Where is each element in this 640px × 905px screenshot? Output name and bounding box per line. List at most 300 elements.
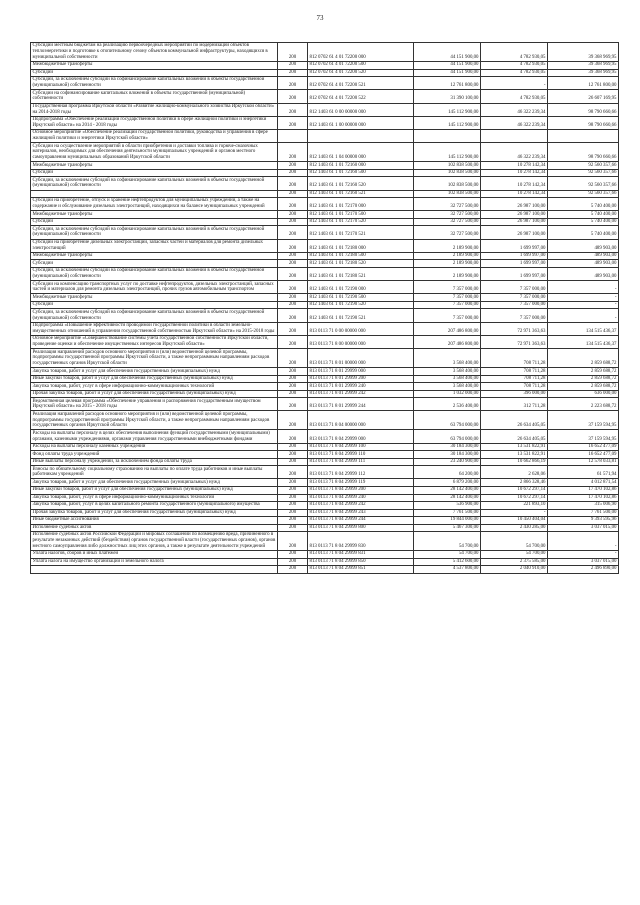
unexecuted-amount-cell: 5 740 400,00 [548, 211, 619, 219]
approved-amount-cell: 44 151 900,00 [414, 69, 481, 77]
executed-amount-cell: 54 700,00 [481, 551, 548, 559]
table-row [31, 130, 619, 143]
row-name-cell: Межбюджетные трансферты [31, 294, 278, 302]
approved-amount-cell: 28 142 400,00 [414, 486, 481, 494]
budget-classification-code-cell: 813 0113 71 8 04 00000 000 [308, 411, 414, 430]
table-row [31, 502, 619, 510]
table-row [31, 532, 619, 551]
row-code-cell: 200 [278, 517, 308, 525]
row-name-cell: Субсидии на софинансирование капитальных вложений в объекты государственной (муниципальной) собственности [31, 90, 278, 103]
row-name-cell: Субсидии на компенсацию транспортных услуг по доставке нефтепродуктов, дизельных электростанций, запасных частей и материалов для ремонта дизельных электростанций, прочих грузов автомобильным транспортом [31, 281, 278, 294]
budget-classification-code-cell: 812 0702 61 4 01 72200 521 [308, 77, 414, 90]
budget-classification-code-cell: 812 1403 61 1 01 72160 520 [308, 177, 414, 190]
budget-classification-code-cell: 812 1403 61 1 01 72170 500 [308, 211, 414, 219]
row-code-cell: 200 [278, 486, 308, 494]
approved-amount-cell: 1 032 000,00 [414, 390, 481, 398]
executed-amount-cell: 54 700,00 [481, 532, 548, 551]
row-code-cell: 200 [278, 375, 308, 383]
row-name-cell [31, 190, 278, 198]
row-name-cell: Закупка товаров, работ, услуг в целях капитального ремонта государственного (муниципального) имущества [31, 502, 278, 510]
table-row [31, 390, 619, 398]
executed-amount-cell: 26 634 405,05 [481, 430, 548, 443]
unexecuted-amount-cell: 39 368 969,95 [548, 69, 619, 77]
row-code-cell: 200 [278, 218, 308, 226]
row-code-cell: 200 [278, 466, 308, 479]
row-code-cell: 200 [278, 430, 308, 443]
unexecuted-amount-cell: 4 012 871,54 [548, 479, 619, 487]
table-row [31, 90, 619, 103]
row-name-cell: Межбюджетные трансферты [31, 252, 278, 260]
executed-amount-cell: 26 987 100,00 [481, 218, 548, 226]
unexecuted-amount-cell: 98 790 660,66 [548, 116, 619, 129]
row-code-cell: 200 [278, 383, 308, 391]
unexecuted-amount-cell: 2 859 688,72 [548, 368, 619, 376]
executed-amount-cell: 46 322 239,34 [481, 103, 548, 116]
unexecuted-amount-cell: 2 859 688,72 [548, 349, 619, 368]
approved-amount-cell: 32 727 500,00 [414, 218, 481, 226]
unexecuted-amount-cell: 16 652 477,09 [548, 443, 619, 451]
unexecuted-amount-cell: - [548, 532, 619, 551]
approved-amount-cell: 5 412 600,00 [414, 558, 481, 566]
row-name-cell: Субсидии [31, 69, 278, 77]
row-name-cell: Расходы на выплаты персоналу казенных учреждений [31, 443, 278, 451]
executed-amount-cell: 2 375 585,00 [481, 558, 548, 566]
approved-amount-cell: 3 568 400,00 [414, 375, 481, 383]
table-row [31, 267, 619, 280]
executed-amount-cell: 46 322 239,34 [481, 143, 548, 162]
unexecuted-amount-cell: 16 652 477,09 [548, 451, 619, 459]
unexecuted-amount-cell: 9 393 595,96 [548, 517, 619, 525]
table-row [31, 375, 619, 383]
unexecuted-amount-cell: 3 037 015,00 [548, 558, 619, 566]
row-name-cell: Субсидии на приобретение, отпуск и хранение нефтепродуктов для муниципальных учреждений, а также на содержание и обслуживание дизельных электростанций, находящихся на балансе муниципальных учреждений [31, 198, 278, 211]
row-code-cell: 200 [278, 294, 308, 302]
row-name-cell: Уплата налогов, сборов и иных платежей [31, 551, 278, 559]
row-name-cell: Субсидии на осуществление мероприятий в области приобретения и доставки топлива и горюче-смазочных материалов, необходимых для обеспечения деятельности муниципальных учреждений и органов местного самоуправления муниципальных образований Иркутской области [31, 143, 278, 162]
table-row [31, 190, 619, 198]
approved-amount-cell: 44 151 900,00 [414, 61, 481, 69]
row-name-cell: Расходы на выплаты персоналу в целях обеспечения выполнения функций государственными (муниципальными) органами, казенными учреждениями, органами управления государственными внебюджетными фондами [31, 430, 278, 443]
executed-amount-cell: 2 430 285,00 [481, 524, 548, 532]
unexecuted-amount-cell: 5 740 400,00 [548, 218, 619, 226]
approved-amount-cell: 3 568 400,00 [414, 349, 481, 368]
executed-amount-cell: 26 987 100,00 [481, 211, 548, 219]
row-code-cell: 200 [278, 494, 308, 502]
unexecuted-amount-cell: 2 223 688,72 [548, 398, 619, 411]
row-name-cell: Субсидии местным бюджетам на реализацию первоочередных мероприятий по модернизации объектов теплоэнергетики и подготовке к отопительному сезону объектов коммунальной инфраструктуры, находящихся в муниципальной собственности [31, 43, 278, 62]
approved-amount-cell: 44 151 900,00 [414, 43, 481, 62]
budget-classification-code-cell: 813 0113 71 8 04 29999 100 [308, 443, 414, 451]
budget-classification-code-cell: 813 0113 71 8 01 29999 240 [308, 383, 414, 391]
approved-amount-cell: 54 700,00 [414, 551, 481, 559]
approved-amount-cell: 102 838 500,00 [414, 162, 481, 170]
table-row [31, 466, 619, 479]
row-name-cell: Иные закупки товаров, работ и услуг для обеспечения государственных (муниципальных) нужд [31, 486, 278, 494]
executed-amount-cell: 708 711,28 [481, 349, 548, 368]
budget-classification-code-cell: 813 0113 71 0 00 00000 000 [308, 322, 414, 335]
table-row [31, 383, 619, 391]
row-code-cell: 200 [278, 143, 308, 162]
table-row [31, 430, 619, 443]
executed-amount-cell: 1 699 997,00 [481, 260, 548, 268]
row-code-cell: 200 [278, 177, 308, 190]
budget-classification-code-cell: 812 1403 61 1 01 72190 500 [308, 294, 414, 302]
approved-amount-cell: 2 189 900,00 [414, 267, 481, 280]
unexecuted-amount-cell: 17 470 102,86 [548, 486, 619, 494]
table-row [31, 509, 619, 517]
executed-amount-cell: 1 699 997,00 [481, 252, 548, 260]
approved-amount-cell: 7 357 000,00 [414, 309, 481, 322]
executed-amount-cell: 1 699 997,00 [481, 239, 548, 252]
row-name-cell: Фонд оплаты труда учреждений [31, 451, 278, 459]
approved-amount-cell: 28 142 400,00 [414, 494, 481, 502]
executed-amount-cell: 708 711,28 [481, 368, 548, 376]
unexecuted-amount-cell [548, 130, 619, 143]
row-code-cell: 200 [278, 61, 308, 69]
unexecuted-amount-cell: - [548, 551, 619, 559]
executed-amount-cell: 708 711,28 [481, 383, 548, 391]
table-row [31, 239, 619, 252]
executed-amount-cell: 10 662 866,19 [481, 458, 548, 466]
row-code-cell: 200 [278, 458, 308, 466]
unexecuted-amount-cell: 39 368 969,95 [548, 43, 619, 62]
budget-classification-code-cell: 813 0113 71 8 04 29999 850 [308, 558, 414, 566]
executed-amount-cell: 7 357 000,00 [481, 301, 548, 309]
table-row [31, 335, 619, 348]
table-row [31, 398, 619, 411]
executed-amount-cell: 396 000,00 [481, 390, 548, 398]
row-code-cell: 200 [278, 252, 308, 260]
table-row [31, 252, 619, 260]
row-name-cell: Субсидии, за исключением субсидий на софинансирование капитальных вложений в объекты государственной (муниципальной) собственности [31, 177, 278, 190]
row-code-cell: 200 [278, 260, 308, 268]
approved-amount-cell: 4 537 800,00 [414, 566, 481, 574]
executed-amount-cell: 4 782 930,05 [481, 69, 548, 77]
row-code-cell: 200 [278, 43, 308, 62]
row-name-cell: Реализация направлений расходов основного мероприятия и (или) ведомственной целевой программы, подпрограммы государственной программы Иркутской области, а также непрограммным направлениям расходов государственных органов Иркутской области [31, 349, 278, 368]
row-code-cell: 200 [278, 239, 308, 252]
budget-classification-code-cell: 812 1403 61 1 01 72180 520 [308, 260, 414, 268]
approved-amount-cell: 30 184 300,00 [414, 443, 481, 451]
budget-classification-code-cell: 813 0113 71 8 04 29999 240 [308, 494, 414, 502]
row-code-cell: 200 [278, 162, 308, 170]
row-name-cell: Субсидии [31, 169, 278, 177]
budget-classification-code-cell: 812 1403 61 1 01 72160 500 [308, 169, 414, 177]
table-row [31, 61, 619, 69]
table-row [31, 524, 619, 532]
unexecuted-amount-cell: 92 560 357,66 [548, 169, 619, 177]
row-code-cell: 200 [278, 198, 308, 211]
approved-amount-cell: 145 112 900,00 [414, 103, 481, 116]
budget-classification-code-cell: 813 0113 71 8 04 29999 830 [308, 532, 414, 551]
executed-amount-cell: 10 672 297,14 [481, 486, 548, 494]
executed-amount-cell: 26 987 100,00 [481, 226, 548, 239]
table-row [31, 368, 619, 376]
unexecuted-amount-cell: - [548, 294, 619, 302]
approved-amount-cell: 2 189 900,00 [414, 252, 481, 260]
table-row [31, 486, 619, 494]
row-code-cell: 200 [278, 281, 308, 294]
row-name-cell: Ведомственная целевая программа «Обеспечение управления и распоряжения государственным имуществом Иркутской области» на 2015 - 2018 годы [31, 398, 278, 411]
unexecuted-amount-cell: 98 790 660,66 [548, 103, 619, 116]
budget-classification-code-cell: 812 1403 61 1 01 72170 521 [308, 226, 414, 239]
row-name-cell: Закупка товаров, работ, услуг в сфере информационно-коммуникационных технологий [31, 494, 278, 502]
approved-amount-cell: 7 357 000,00 [414, 281, 481, 294]
row-name-cell: Закупка товаров, работ и услуг для обеспечения государственных (муниципальных) нужд [31, 368, 278, 376]
row-name-cell: Основное мероприятие «Совершенствование системы учета государственной собственности Иркутской области, проведение оценки и обеспечение имущественных интересов Иркутской области» [31, 335, 278, 348]
executed-amount-cell: 10 672 297,14 [481, 494, 548, 502]
unexecuted-amount-cell: 7 761 500,00 [548, 509, 619, 517]
row-name-cell: Закупка товаров, работ и услуг для обеспечения государственных (муниципальных) нужд [31, 479, 278, 487]
approved-amount-cell: 207 486 800,00 [414, 322, 481, 335]
unexecuted-amount-cell: 37 159 594,95 [548, 430, 619, 443]
table-row [31, 69, 619, 77]
executed-amount-cell: 46 322 239,34 [481, 116, 548, 129]
table-row [31, 494, 619, 502]
table-row [31, 458, 619, 466]
row-name-cell: Межбюджетные трансферты [31, 61, 278, 69]
executed-amount-cell: 4 782 930,05 [481, 61, 548, 69]
row-name-cell: Субсидии [31, 218, 278, 226]
budget-classification-code-cell: 812 1403 61 1 04 00000 000 [308, 143, 414, 162]
budget-classification-code-cell: 813 0113 71 8 01 29999 242 [308, 390, 414, 398]
executed-amount-cell: 13 531 822,91 [481, 451, 548, 459]
table-row [31, 169, 619, 177]
approved-amount-cell [414, 130, 481, 143]
row-name-cell: Межбюджетные трансферты [31, 162, 278, 170]
row-name-cell: Прочая закупка товаров, работ и услуг для обеспечения государственных (муниципальных) нужд [31, 390, 278, 398]
unexecuted-amount-cell: 17 470 102,86 [548, 494, 619, 502]
approved-amount-cell: 2 189 900,00 [414, 239, 481, 252]
budget-classification-code-cell: 813 0113 71 8 04 29999 119 [308, 479, 414, 487]
approved-amount-cell: 19 844 000,00 [414, 517, 481, 525]
budget-classification-code-cell: 813 0113 71 8 00 00000 000 [308, 335, 414, 348]
row-name-cell: Субсидии, за исключением субсидий на софинансирование капитальных вложений в объекты государственной (муниципальной) собственности [31, 77, 278, 90]
row-code-cell: 200 [278, 411, 308, 430]
approved-amount-cell: 7 761 500,00 [414, 509, 481, 517]
budget-classification-code-cell: 813 0113 71 8 01 29999 000 [308, 368, 414, 376]
row-code-cell: 200 [278, 524, 308, 532]
budget-classification-code-cell: 812 1403 61 1 01 72190 000 [308, 281, 414, 294]
row-name-cell: Государственная программа Иркутской области «Развитие жилищно-коммунального хозяйства Иркутской области» на 2014-2018 годы [31, 103, 278, 116]
approved-amount-cell: 3 568 400,00 [414, 368, 481, 376]
unexecuted-amount-cell: - [548, 281, 619, 294]
approved-amount-cell: 2 189 900,00 [414, 260, 481, 268]
table-row [31, 309, 619, 322]
unexecuted-amount-cell: 98 790 660,66 [548, 143, 619, 162]
row-code-cell: 200 [278, 211, 308, 219]
budget-classification-code-cell: 813 0113 71 8 04 29999 111 [308, 458, 414, 466]
approved-amount-cell: 207 486 800,00 [414, 335, 481, 348]
unexecuted-amount-cell: 489 903,00 [548, 267, 619, 280]
row-code-cell: 200 [278, 390, 308, 398]
budget-classification-code-cell: 812 0702 61 4 01 72200 500 [308, 61, 414, 69]
row-code-cell: 200 [278, 267, 308, 280]
unexecuted-amount-cell: 92 560 357,66 [548, 190, 619, 198]
unexecuted-amount-cell: 489 903,00 [548, 260, 619, 268]
executed-amount-cell: 10 278 142,34 [481, 162, 548, 170]
unexecuted-amount-cell: 92 560 357,66 [548, 177, 619, 190]
table-row [31, 322, 619, 335]
executed-amount-cell: 312 711,28 [481, 398, 548, 411]
executed-amount-cell: 2 040 910,00 [481, 566, 548, 574]
row-code-cell: 200 [278, 169, 308, 177]
row-code-cell: 200 [278, 301, 308, 309]
row-name-cell: Реализация направлений расходов основного мероприятия и (или) ведомственной целевой программы, подпрограммы государственной программы Иркутской области, а также непрограммным направлениям расходов государственных органов Иркутской области [31, 411, 278, 430]
row-name-cell: Субсидии на приобретение дизельных электростанций, запасных частей и материалов для ремонта дизельных электростанций [31, 239, 278, 252]
row-name-cell: Подпрограмма «Обеспечение реализации государственной политики в сфере жилищной политики и энергетики Иркутской области» на 2014 - 2018 годы [31, 116, 278, 129]
table-row [31, 451, 619, 459]
row-name-cell: Иные бюджетные ассигнования [31, 517, 278, 525]
row-name-cell: Уплата налога на имущество организаций и земельного налога [31, 558, 278, 566]
row-name-cell: Субсидии, за исключением субсидий на софинансирование капитальных вложений в объекты государственной (муниципальной) собственности [31, 309, 278, 322]
table-row [31, 260, 619, 268]
budget-classification-code-cell: 813 0113 71 8 04 29999 831 [308, 551, 414, 559]
executed-amount-cell: 221 893,10 [481, 502, 548, 510]
row-name-cell: Субсидии, за исключением субсидий на софинансирование капитальных вложений в объекты государственной (муниципальной) собственности [31, 226, 278, 239]
budget-classification-code-cell: 813 0113 71 8 01 29999 244 [308, 398, 414, 411]
approved-amount-cell: 7 357 000,00 [414, 294, 481, 302]
row-code-cell: 200 [278, 532, 308, 551]
row-code-cell: 200 [278, 116, 308, 129]
unexecuted-amount-cell: 315 006,90 [548, 502, 619, 510]
row-name-cell: Субсидии, за исключением субсидий на софинансирование капитальных вложений в объекты государственной (муниципальной) собственности [31, 267, 278, 280]
budget-classification-code-cell: 813 0113 71 8 01 00000 000 [308, 349, 414, 368]
approved-amount-cell: 6 879 200,00 [414, 479, 481, 487]
budget-classification-code-cell: 813 0113 71 8 04 29999 242 [308, 502, 414, 510]
table-row [31, 43, 619, 62]
unexecuted-amount-cell: 37 159 594,95 [548, 411, 619, 430]
budget-classification-code-cell: 812 1403 61 1 00 00000 000 [308, 116, 414, 129]
unexecuted-amount-cell: 61 571,94 [548, 466, 619, 479]
approved-amount-cell: 54 700,00 [414, 532, 481, 551]
budget-classification-code-cell: 812 0702 61 4 01 72200 520 [308, 69, 414, 77]
table-row [31, 551, 619, 559]
row-name-cell: Иные выплаты персоналу учреждений, за исключением фонда оплаты труда [31, 458, 278, 466]
table-row [31, 294, 619, 302]
row-name-cell: Взносы по обязательному социальному страхованию на выплаты по оплате труда работников и иные выплаты работникам учреждений [31, 466, 278, 479]
table-row [31, 226, 619, 239]
row-name-cell [31, 566, 278, 574]
budget-classification-code-cell: 813 0113 71 8 04 29999 851 [308, 566, 414, 574]
executed-amount-cell: 10 278 142,34 [481, 169, 548, 177]
budget-execution-table [30, 42, 619, 574]
approved-amount-cell: 30 184 300,00 [414, 451, 481, 459]
approved-amount-cell: 63 794 000,00 [414, 411, 481, 430]
unexecuted-amount-cell: 2 496 890,00 [548, 566, 619, 574]
budget-classification-code-cell: 813 0113 71 8 04 29999 244 [308, 517, 414, 525]
row-name-cell: Исполнение судебных актов Российской Федерации и мировых соглашений по возмещению вреда, причиненного в результате незаконных действий (бездействия) органов государственной власти (государственных органов), органов местного самоуправления либо должностных лиц этих органов, а также в результате деятельности учреждений [31, 532, 278, 551]
row-code-cell [278, 130, 308, 143]
unexecuted-amount-cell: 5 740 400,00 [548, 198, 619, 211]
approved-amount-cell: 102 838 500,00 [414, 169, 481, 177]
approved-amount-cell: 32 727 500,00 [414, 198, 481, 211]
unexecuted-amount-cell: - [548, 301, 619, 309]
unexecuted-amount-cell: 489 903,00 [548, 239, 619, 252]
row-code-cell: 200 [278, 398, 308, 411]
table-row [31, 411, 619, 430]
unexecuted-amount-cell: 92 560 357,66 [548, 162, 619, 170]
budget-classification-code-cell: 813 0113 71 8 04 29999 110 [308, 451, 414, 459]
executed-amount-cell: 26 634 405,05 [481, 411, 548, 430]
executed-amount-cell: 708 711,28 [481, 375, 548, 383]
row-code-cell: 200 [278, 558, 308, 566]
approved-amount-cell: 63 794 000,00 [414, 430, 481, 443]
unexecuted-amount-cell: 636 000,00 [548, 390, 619, 398]
row-code-cell: 200 [278, 509, 308, 517]
executed-amount-cell: 10 278 142,34 [481, 177, 548, 190]
approved-amount-cell: 23 240 900,00 [414, 458, 481, 466]
row-name-cell: Прочая закупка товаров, работ и услуг для обеспечения государственных (муниципальных) нужд [31, 509, 278, 517]
budget-classification-code-cell: 812 1403 61 0 00 00000 000 [308, 103, 414, 116]
budget-classification-code-cell: 812 0702 61 4 01 72200 522 [308, 90, 414, 103]
unexecuted-amount-cell: 26 607 169,95 [548, 90, 619, 103]
executed-amount-cell: 7 357 000,00 [481, 281, 548, 294]
approved-amount-cell: 64 200,00 [414, 466, 481, 479]
row-code-cell: 200 [278, 335, 308, 348]
budget-classification-code-cell: 812 1403 61 1 01 72160 000 [308, 162, 414, 170]
table-row [31, 143, 619, 162]
approved-amount-cell: 2 536 400,00 [414, 398, 481, 411]
table-row [31, 479, 619, 487]
approved-amount-cell: 145 112 900,00 [414, 143, 481, 162]
row-code-cell: 200 [278, 77, 308, 90]
unexecuted-amount-cell: 134 515 436,37 [548, 335, 619, 348]
budget-classification-code-cell: 812 1403 61 1 01 72170 520 [308, 218, 414, 226]
approved-amount-cell: 145 112 900,00 [414, 116, 481, 129]
budget-classification-code-cell: 813 0113 71 8 04 29999 200 [308, 486, 414, 494]
unexecuted-amount-cell: 489 903,00 [548, 252, 619, 260]
row-name-cell: Закупка товаров, работ, услуг в сфере информационно-коммуникационных технологий [31, 383, 278, 391]
row-code-cell: 200 [278, 322, 308, 335]
unexecuted-amount-cell: 12 578 033,81 [548, 458, 619, 466]
budget-classification-code-cell: 813 0113 71 8 04 29999 243 [308, 509, 414, 517]
unexecuted-amount-cell: 2 859 688,72 [548, 383, 619, 391]
budget-classification-code-cell: 812 1403 61 1 01 72160 521 [308, 190, 414, 198]
row-code-cell: 200 [278, 309, 308, 322]
approved-amount-cell: 31 390 100,00 [414, 90, 481, 103]
budget-classification-code-cell: 812 0702 61 4 01 72200 000 [308, 43, 414, 62]
executed-amount-cell: - [481, 77, 548, 90]
row-code-cell: 200 [278, 103, 308, 116]
row-name-cell: Основное мероприятие «Обеспечение реализации государственной политики, руководства и управления в сфере жилищной политики и энергетики Иркутской области» [31, 130, 278, 143]
approved-amount-cell: 5 467 300,00 [414, 524, 481, 532]
row-code-cell: 200 [278, 349, 308, 368]
table-row [31, 281, 619, 294]
row-code-cell: 200 [278, 368, 308, 376]
approved-amount-cell: 32 727 500,00 [414, 211, 481, 219]
approved-amount-cell: 102 838 500,00 [414, 177, 481, 190]
row-code-cell: 200 [278, 551, 308, 559]
table-row [31, 77, 619, 90]
row-name-cell: Межбюджетные трансферты [31, 211, 278, 219]
table-row [31, 218, 619, 226]
table-row [31, 443, 619, 451]
table-row [31, 103, 619, 116]
table-row [31, 301, 619, 309]
executed-amount-cell: 10 278 142,34 [481, 190, 548, 198]
budget-classification-code-cell: 813 0113 71 8 04 29999 800 [308, 524, 414, 532]
budget-classification-code-cell: 812 1403 61 1 01 72180 521 [308, 267, 414, 280]
row-name-cell: Субсидии [31, 301, 278, 309]
budget-classification-code-cell [308, 130, 414, 143]
row-code-cell: 200 [278, 90, 308, 103]
executed-amount-cell: 4 782 930,05 [481, 90, 548, 103]
row-name-cell: Субсидии [31, 260, 278, 268]
budget-classification-code-cell: 813 0113 71 8 04 29999 112 [308, 466, 414, 479]
row-code-cell: 200 [278, 479, 308, 487]
unexecuted-amount-cell: 134 515 436,37 [548, 322, 619, 335]
